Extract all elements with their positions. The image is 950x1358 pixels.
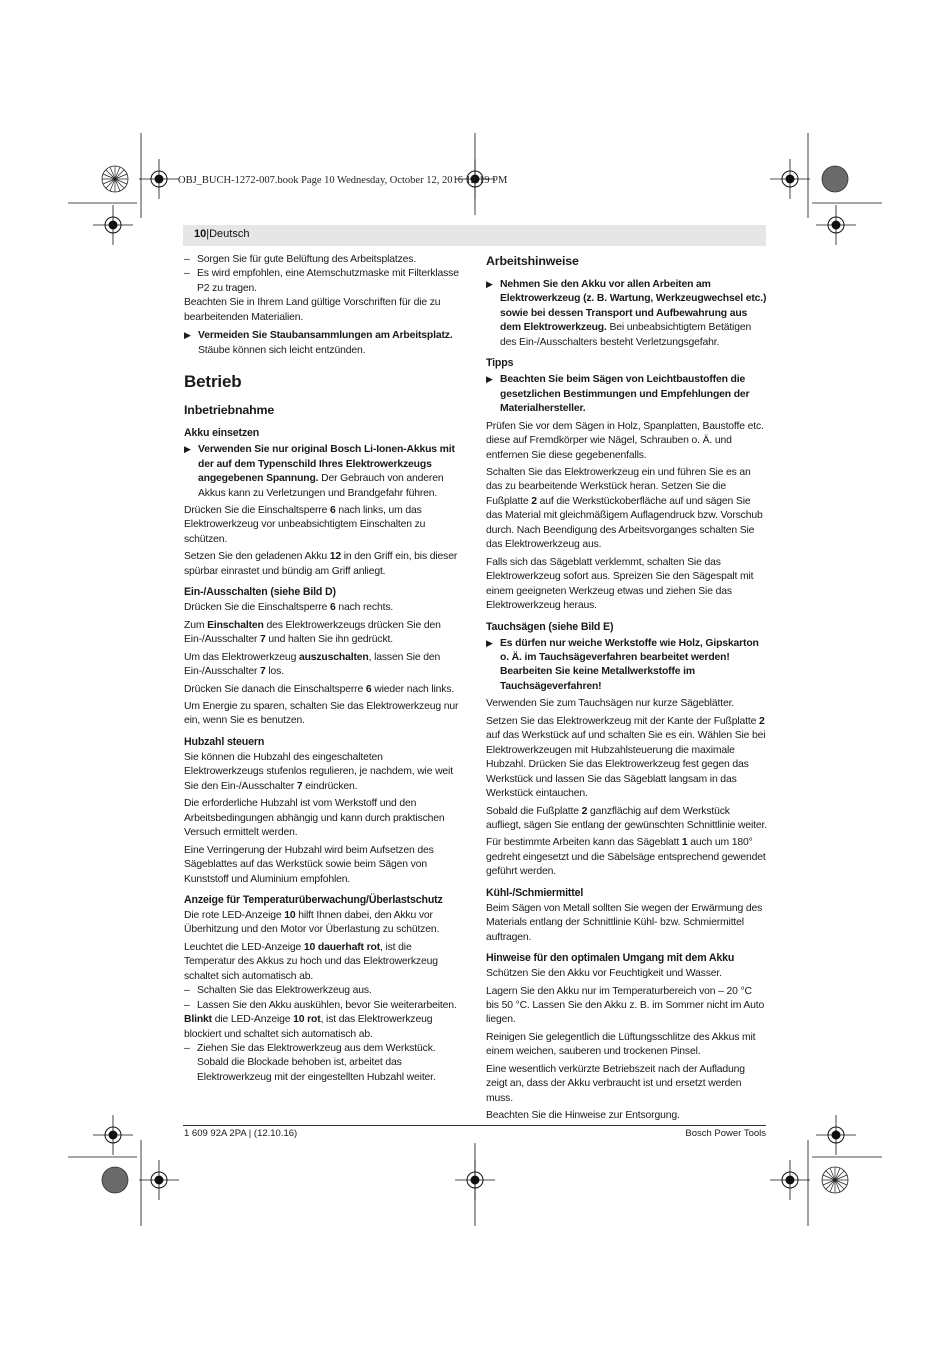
paragraph: Drücken Sie die Einschaltsperre 6 nach links, um das Elektrowerkzeug vor unbeabsichtigtem Einschalten zu schützen.: [184, 504, 426, 545]
crosshair-mark-bottom-left: [139, 1160, 179, 1200]
heading-temperatur: Anzeige für Temperaturüberwachung/Überlastschutz: [184, 893, 443, 906]
paragraph: Reinigen Sie gelegentlich die Lüftungsschlitze des Akkus mit einem weichen, sauberen und trockenen Pinsel.: [486, 1031, 756, 1058]
paragraph: Sobald die Fußplatte 2 ganzflächig auf dem Werkstück aufliegt, sägen Sie entlang der gewünschten Schnittlinie weiter.: [486, 805, 767, 831]
paragraph: Beim Sägen von Metall sollten Sie wegen der Erwärmung des Materials entlang der Schnittlinie Kühl- bzw. Schmiermittel auftragen.: [486, 902, 763, 943]
dash-item: – Es wird empfohlen, eine Atemschutzmaske mit Filterklasse P2 zu tragen.: [184, 268, 459, 294]
bullet-triangle-icon: ▶: [486, 374, 493, 385]
paragraph: Drücken Sie die Einschaltsperre 6 nach rechts.: [184, 602, 394, 614]
subsection-heading-inbetriebnahme: Inbetriebnahme: [184, 403, 275, 418]
heading-akku-hinweise: Hinweise für den optimalen Umgang mit dem Akku: [486, 952, 735, 965]
crosshair-mark-top-left: [139, 159, 179, 199]
footer-document-number: 1 609 92A 2PA | (12.10.16): [184, 1128, 298, 1139]
subsection-heading-arbeitshinweise: Arbeitshinweise: [486, 254, 579, 268]
paragraph: Falls sich das Sägeblatt verklemmt, schalten Sie das Elektrowerkzeug sofort aus. Spreizen Sie den Sägespalt mit einem geeigneten Werkzeug etwas und ziehen Sie das Elektrowerkzeug heraus.: [486, 556, 754, 612]
dash-item: – Sorgen Sie für gute Belüftung des Arbeitsplatzes.: [184, 254, 417, 265]
page-header: [183, 225, 766, 246]
page-number: 10: [194, 228, 207, 240]
bullet-triangle-icon: ▶: [184, 444, 191, 455]
crosshair-mark-left-bottom: [93, 1115, 133, 1155]
dash-item: – Lassen Sie den Akku auskühlen, bevor Sie weiterarbeiten.: [184, 999, 457, 1011]
crosshair-mark-top-right: [770, 159, 810, 199]
paragraph: Sie können die Hubzahl des eingeschalteten Elektrowerkzeugs stufenlos regulieren, je nachdem, wie weit Sie den Ein-/Ausschalter 7 eindrücken.: [184, 751, 453, 792]
paragraph: Beachten Sie die Hinweise zur Entsorgung.: [486, 1110, 680, 1122]
footer-rule: [183, 1125, 766, 1126]
paragraph: Drücken Sie danach die Einschaltsperre 6 wieder nach links.: [184, 683, 455, 695]
bullet-triangle-icon: ▶: [486, 637, 493, 648]
sunburst-mark-bottom-right: [822, 1167, 848, 1193]
crosshair-mark-right-top: [816, 205, 856, 245]
right-column: [486, 253, 767, 1127]
dash-item: – Ziehen Sie das Elektrowerkzeug aus dem Werkstück. Sobald die Blockade behoben ist, arbeitet das Elektrowerkzeug mit der eingestellten Hubzahl weiter.: [184, 1043, 436, 1083]
paragraph: Verwenden Sie zum Tauchsägen nur kurze Sägeblätter.: [486, 698, 735, 710]
header-text: [194, 228, 249, 240]
crosshair-mark-right-bottom: [816, 1115, 856, 1155]
footer-brand: Bosch Power Tools: [685, 1128, 766, 1139]
warning-item: ▶ Nehmen Sie den Akku vor allen Arbeiten am Elektrowerkzeug (z. B. Wartung, Werkzeugwechsel etc.) sowie bei dessen Transport und Aufbewahrung aus dem Elektrowerkzeug. Bei unbeabsichtigtem Betätigen des Ein-/Ausschalters besteht Verletzungsgefahr.: [486, 279, 767, 348]
warning-item: ▶ Verwenden Sie nur original Bosch Li-Ionen-Akkus mit der auf dem Typenschild Ihres Elektrowerkzeugs angegebenen Spannung. Der Gebrauch von anderen Akkus kann zu Verletzungen und Brandgefahr führen.: [184, 444, 455, 499]
heading-hubzahl: Hubzahl steuern: [184, 735, 265, 748]
paragraph: Schützen Sie den Akku vor Feuchtigkeit und Wasser.: [486, 968, 722, 980]
crosshair-mark-bottom-right: [770, 1160, 810, 1200]
paragraph: Blinkt die LED-Anzeige 10 rot, ist das Elektrowerkzeug blockiert und schaltet sich automatisch ab.: [184, 1014, 433, 1040]
paragraph: Um Energie zu sparen, schalten Sie das Elektrowerkzeug nur ein, wenn Sie es benutzen.: [184, 700, 459, 727]
header-separator: |: [206, 228, 210, 240]
paragraph: Leuchtet die LED-Anzeige 10 dauerhaft rot, ist die Temperatur des Akkus zu hoch und das Elektrowerkzeug schaltet sich automatisch ab.: [184, 941, 438, 982]
paragraph: Prüfen Sie vor dem Sägen in Holz, Spanplatten, Baustoffe etc. diese auf Fremdkörper wie Nägel, Schrauben o. Ä. und entfernen Sie diese gegebenenfalls.: [486, 420, 764, 461]
section-heading-betrieb: Betrieb: [184, 372, 242, 392]
heading-akku-einsetzen: Akku einsetzen: [184, 427, 260, 440]
warning-item: ▶ Es dürfen nur weiche Werkstoffe wie Holz, Gipskarton o. Ä. im Tauchsägeverfahren bearbeitet werden! Bearbeiten Sie keine Metallwerkstoffe im Tauchsägeverfahren!: [486, 637, 759, 692]
bullet-triangle-icon: ▶: [486, 279, 493, 289]
header-language: Deutsch: [209, 228, 250, 240]
heading-tipps: Tipps: [486, 357, 514, 370]
paragraph: Zum Einschalten des Elektrowerkzeugs drücken Sie den Ein-/Ausschalter 7 und halten Sie ihn gedrückt.: [184, 619, 441, 646]
dash-item: – Schalten Sie das Elektrowerkzeug aus.: [184, 985, 372, 997]
warning-item: ▶ Beachten Sie beim Sägen von Leichtbaustoffen die gesetzlichen Bestimmungen und Empfehlungen der Materialhersteller.: [486, 374, 750, 415]
bullet-triangle-icon: ▶: [184, 330, 191, 341]
book-slug-line: OBJ_BUCH-1272-007.book Page 10 Wednesday, October 12, 2016 12:19 PM: [178, 175, 508, 186]
heading-kuehlmittel: Kühl-/Schmiermittel: [486, 886, 584, 899]
paragraph: Beachten Sie in Ihrem Land gültige Vorschriften für die zu bearbeitenden Materialien.: [184, 297, 441, 323]
paragraph: Die erforderliche Hubzahl ist vom Werkstoff und den Arbeitsbedingungen abhängig und kann durch praktischen Versuch ermittelt werden.: [184, 798, 445, 839]
paragraph: Eine Verringerung der Hubzahl wird beim Aufsetzen des Sägeblattes auf das Werkstück sowie beim Sägen von Kunststoff und Aluminium empfohlen.: [184, 844, 434, 885]
left-column: [184, 253, 465, 1085]
paragraph: Setzen Sie den geladenen Akku 12 in den Griff ein, bis dieser spürbar einrastet und bündig am Griff anliegt.: [184, 551, 458, 577]
paragraph: Schalten Sie das Elektrowerkzeug ein und führen Sie es an das zu bearbeitende Werkstück heran. Setzen Sie die Fußplatte 2 auf die Werkstückoberfläche auf und sägen Sie das Material mit gleichmäßigem Auflagendruck bzw. Vorschub durch. Nach Beendigung des Arbeitsvorganges schalten Sie das Elektrowerkzeug aus.: [486, 466, 763, 551]
gray-dot-mark-top-right: [822, 166, 848, 192]
paragraph: Die rote LED-Anzeige 10 hilft Ihnen dabei, den Akku vor Überhitzung und den Motor vor Überlastung zu schützen.: [184, 909, 440, 936]
heading-ein-ausschalten: Ein-/Ausschalten (siehe Bild D): [184, 586, 336, 599]
paragraph: Lagern Sie den Akku nur im Temperaturbereich von – 20 °C bis 50 °C. Lassen Sie den Akku z. B. im Sommer nicht im Auto liegen.: [486, 985, 765, 1026]
heading-tauchsaegen: Tauchsägen (siehe Bild E): [486, 620, 614, 633]
paragraph: Eine wesentlich verkürzte Betriebszeit nach der Aufladung zeigt an, dass der Akku verbraucht ist und ersetzt werden muss.: [486, 1063, 745, 1104]
paragraph: Für bestimmte Arbeiten kann das Sägeblatt 1 auch um 180° gedreht eingesetzt und die Säbelsäge entsprechend gewendet geführt werden.: [486, 837, 766, 878]
gray-dot-mark-bottom-left: [102, 1167, 128, 1193]
paragraph: Setzen Sie das Elektrowerkzeug mit der Kante der Fußplatte 2 auf das Werkstück auf und schalten Sie es ein. Wählen Sie bei Elektrowerkzeugen mit Hubzahlsteuerung die maximale Hubzahl. Drücken Sie das Elektrowerkzeug fest gegen das Werkstück und lassen Sie das Sägeblatt langsam in das Werkstück eintauchen.: [486, 715, 766, 800]
crosshair-mark-left-top: [93, 205, 133, 245]
warning-item: ▶ Vermeiden Sie Staubansammlungen am Arbeitsplatz. Stäube können sich leicht entzünden.: [184, 330, 453, 356]
paragraph: Um das Elektrowerkzeug auszuschalten, lassen Sie den Ein-/Ausschalter 7 los.: [184, 651, 441, 678]
sunburst-mark-top-left: [102, 166, 128, 192]
